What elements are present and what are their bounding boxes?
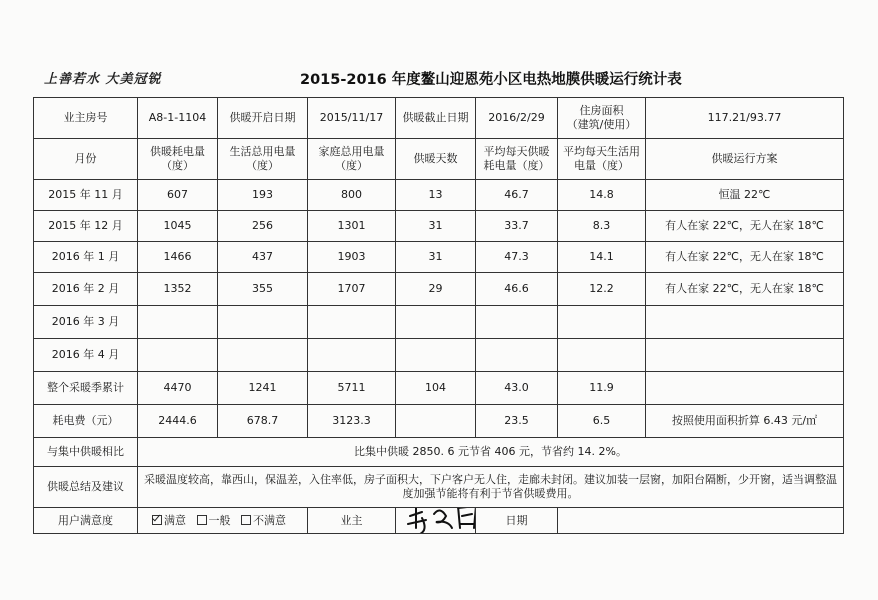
avg-life-cell: 11.9 <box>558 372 646 405</box>
avg-life-cell <box>558 339 646 372</box>
life-cell: 256 <box>218 211 308 242</box>
home-cell: 1301 <box>308 211 396 242</box>
table-row <box>34 242 844 273</box>
heat-cell <box>138 339 218 372</box>
option-unsatisfied[interactable] <box>241 514 286 527</box>
life-cell <box>218 339 308 372</box>
days-cell <box>396 405 476 438</box>
avg-heat-cell: 46.6 <box>476 273 558 306</box>
month-cell: 2015 年 11 月 <box>34 180 138 211</box>
scheme-cell <box>646 339 844 372</box>
option-average[interactable] <box>197 514 231 527</box>
summary-text: 采暖温度较高，靠西山，保温差，入住率低，房子面积大，下户客户无人住，走廊未封闭。建议加装一层窗，加阳台隔断，少开窗，适当调整温度加强节能将有利于节省供暖费用。 <box>138 467 844 508</box>
table-row <box>34 211 844 242</box>
season-total-row <box>34 372 844 405</box>
days-cell: 29 <box>396 273 476 306</box>
home-cell <box>308 339 396 372</box>
month-cell: 2016 年 4 月 <box>34 339 138 372</box>
avg-life-cell: 14.8 <box>558 180 646 211</box>
heat-cell: 1352 <box>138 273 218 306</box>
avg-heat-cell: 23.5 <box>476 405 558 438</box>
home-cell: 3123.3 <box>308 405 396 438</box>
cost-note: 按照使用面积折算 6.43 元/㎡ <box>646 405 844 438</box>
signature-cell <box>396 508 476 534</box>
checkbox-checked-icon <box>152 515 162 525</box>
days-cell: 31 <box>396 211 476 242</box>
company-motto: 上善若水 大美冠锐 <box>44 72 162 87</box>
checkbox-icon <box>241 515 251 525</box>
days-cell <box>396 306 476 339</box>
option-label: 一般 <box>208 513 231 527</box>
scheme-cell: 有人在家 22℃，无人在家 18℃ <box>646 211 844 242</box>
start-date-label: 供暖开启日期 <box>218 98 308 139</box>
compare-row <box>34 438 844 467</box>
heat-cell: 1045 <box>138 211 218 242</box>
table-row <box>34 339 844 372</box>
owner-room-label: 业主房号 <box>34 98 138 139</box>
compare-label: 与集中供暖相比 <box>34 438 138 467</box>
avg-life-cell: 12.2 <box>558 273 646 306</box>
summary-row <box>34 467 844 508</box>
heat-cell: 607 <box>138 180 218 211</box>
heat-cell <box>138 306 218 339</box>
col-month: 月份 <box>34 139 138 180</box>
scheme-cell: 有人在家 22℃，无人在家 18℃ <box>646 273 844 306</box>
handwritten-signature <box>402 508 476 534</box>
cost-row <box>34 405 844 438</box>
avg-heat-cell: 43.0 <box>476 372 558 405</box>
end-date-label: 供暖截止日期 <box>396 98 476 139</box>
avg-heat-cell <box>476 306 558 339</box>
avg-life-cell: 8.3 <box>558 211 646 242</box>
checkbox-icon <box>197 515 207 525</box>
area-label: 住房面积 （建筑/使用） <box>558 98 646 139</box>
scheme-cell: 恒温 22℃ <box>646 180 844 211</box>
home-cell: 5711 <box>308 372 396 405</box>
owner-room-value: A8-1-1104 <box>138 98 218 139</box>
satisfaction-options <box>138 508 308 534</box>
satisfaction-row <box>34 508 844 534</box>
scheme-cell <box>646 306 844 339</box>
compare-text: 比集中供暖 2850. 6 元节省 406 元，节省约 14. 2%。 <box>138 438 844 467</box>
avg-heat-cell: 33.7 <box>476 211 558 242</box>
summary-label: 供暖总结及建议 <box>34 467 138 508</box>
month-cell: 2016 年 3 月 <box>34 306 138 339</box>
avg-heat-cell: 47.3 <box>476 242 558 273</box>
scheme-cell <box>646 372 844 405</box>
avg-life-cell: 14.1 <box>558 242 646 273</box>
option-label: 满意 <box>164 513 186 527</box>
date-value[interactable] <box>558 508 844 534</box>
end-date-value: 2016/2/29 <box>476 98 558 139</box>
heat-cell: 1466 <box>138 242 218 273</box>
col-avg-life: 平均每天生活用 电量（度） <box>558 139 646 180</box>
col-scheme: 供暖运行方案 <box>646 139 844 180</box>
table-row <box>34 180 844 211</box>
days-cell <box>396 339 476 372</box>
month-cell: 2016 年 1 月 <box>34 242 138 273</box>
satisfaction-label: 用户满意度 <box>34 508 138 534</box>
home-cell: 1903 <box>308 242 396 273</box>
life-cell <box>218 306 308 339</box>
col-life-kwh: 生活总用电量 （度） <box>218 139 308 180</box>
avg-life-cell <box>558 306 646 339</box>
heating-statistics-table <box>33 97 844 534</box>
start-date-value: 2015/11/17 <box>308 98 396 139</box>
col-heat-kwh: 供暖耗电量 （度） <box>138 139 218 180</box>
season-total-label: 整个采暖季累计 <box>34 372 138 405</box>
avg-heat-cell: 46.7 <box>476 180 558 211</box>
page-title: 2015-2016 年度鳌山迎恩苑小区电热地膜供暖运行统计表 <box>300 72 682 88</box>
home-cell: 1707 <box>308 273 396 306</box>
life-cell: 193 <box>218 180 308 211</box>
home-cell <box>308 306 396 339</box>
life-cell: 355 <box>218 273 308 306</box>
days-cell: 104 <box>396 372 476 405</box>
option-satisfied[interactable] <box>152 514 186 527</box>
table-row <box>34 306 844 339</box>
col-avg-heat: 平均每天供暖 耗电量（度） <box>476 139 558 180</box>
table-row <box>34 273 844 306</box>
month-cell: 2016 年 2 月 <box>34 273 138 306</box>
scheme-cell: 有人在家 22℃，无人在家 18℃ <box>646 242 844 273</box>
col-home-kwh: 家庭总用电量 （度） <box>308 139 396 180</box>
month-cell: 2015 年 12 月 <box>34 211 138 242</box>
days-cell: 31 <box>396 242 476 273</box>
life-cell: 678.7 <box>218 405 308 438</box>
area-value: 117.21/93.77 <box>646 98 844 139</box>
cost-label: 耗电费（元） <box>34 405 138 438</box>
heat-cell: 2444.6 <box>138 405 218 438</box>
date-label: 日期 <box>476 508 558 534</box>
owner-label: 业主 <box>308 508 396 534</box>
life-cell: 437 <box>218 242 308 273</box>
option-label: 不满意 <box>253 513 286 527</box>
heat-cell: 4470 <box>138 372 218 405</box>
days-cell: 13 <box>396 180 476 211</box>
life-cell: 1241 <box>218 372 308 405</box>
avg-life-cell: 6.5 <box>558 405 646 438</box>
col-days: 供暖天数 <box>396 139 476 180</box>
avg-heat-cell <box>476 339 558 372</box>
info-row <box>34 98 844 139</box>
home-cell: 800 <box>308 180 396 211</box>
column-header-row <box>34 139 844 180</box>
